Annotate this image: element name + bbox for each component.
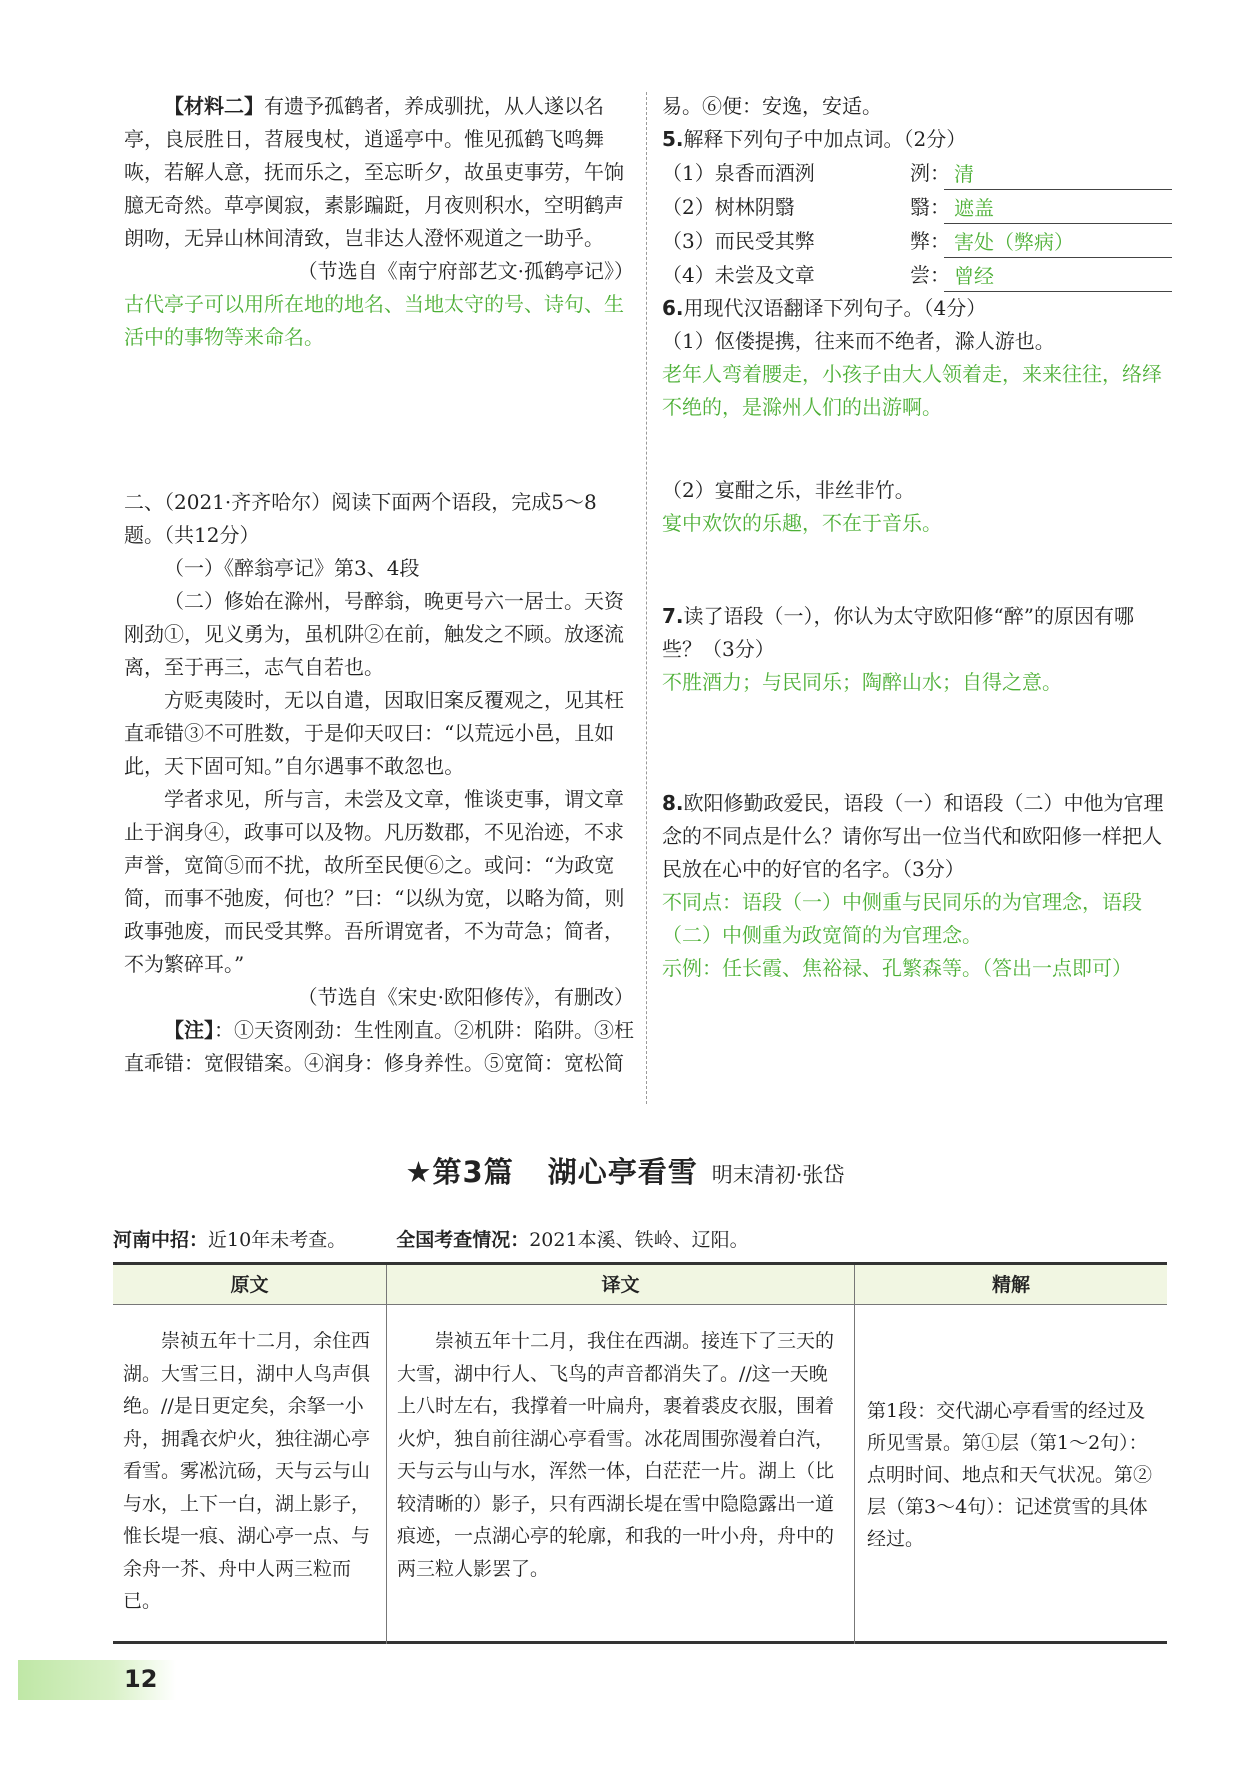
page-number: 12: [124, 1665, 158, 1693]
article-title: [0, 1150, 1250, 1191]
q5-item-answer: 曾经: [944, 262, 1172, 292]
q6-sentence-1: （1）伛偻提携，往来而不绝者，滁人游也。: [662, 329, 1055, 353]
material2-answer: 古代亭子可以用所在地的地名、当地太守的号、诗句、生活中的事物等来命名。: [124, 292, 624, 349]
section2-para3: 学者求见，所与言，未尝及文章，惟谈吏事，谓文章止于润身④，政事可以及物。凡历数郡，不见治迹，不求声誉，宽简⑤而不扰，故所至民便⑥之。或问：“为政宽简，而事不弛废，何也？”曰：“以纵为宽，以略为简，则政事弛废，而民受其弊。吾所谓宽者，不为苛急；简者，不为繁碎耳。”: [124, 787, 625, 976]
cell-analysis: [855, 1305, 1167, 1644]
question-6-number: 6.: [662, 296, 684, 320]
q5-item: [662, 156, 1172, 190]
q5-item-answer: 遮盖: [944, 194, 1172, 224]
question-6: [662, 292, 1172, 325]
question-5: [662, 123, 1172, 156]
q7-answer: 不胜酒力；与民同乐；陶醉山水；自得之意。: [662, 670, 1062, 694]
material2-paragraph: [124, 90, 634, 255]
cell-translation: [387, 1305, 855, 1644]
title-author: 明末清初·张岱: [711, 1163, 845, 1187]
note-paragraph: [124, 1014, 634, 1080]
header-original: 原文: [113, 1265, 387, 1304]
section2-part1: （一）《醉翁亭记》第3、4段: [164, 556, 420, 580]
q8-answer-2: 示例：任长霞、焦裕禄、孔繁森等。（答出一点即可）: [662, 956, 1132, 980]
q5-item-sentence: （3）而民受其弊: [662, 229, 815, 253]
section2-part2-para1: （二）修始在滁州，号醉翁，晚更号六一居士。天资刚劲①，见义勇为，虽机阱②在前，触发之不顾。放逐流离，至于再三，志气自若也。: [124, 589, 624, 679]
q5-item: [662, 190, 1172, 224]
q5-item-key: 弊：: [910, 229, 950, 253]
question-8-text: 欧阳修勤政爱民，语段（一）和语段（二）中他为官理念的不同点是什么？请你写出一位当代和欧阳修一样把人民放在心中的好官的名字。（3分）: [662, 791, 1164, 881]
exam-info: [113, 1225, 749, 1252]
title-name: 湖心亭看雪: [547, 1155, 698, 1189]
translation-text: 崇祯五年十二月，我住在西湖。接连下了三天的大雪，湖中行人、飞鸟的声音都消失了。//这一天晚上八时左右，我撑着一叶扁舟，裹着裘皮衣服，围着火炉，独自前往湖心亭看雪。冰花周围弥漫着白汽，天与云与山与水，浑然一体，白茫茫一片。湖上（比较清晰的）影子，只有西湖长堤在雪中隐隐露出一道痕迹，一点湖心亭的轮廓，和我的一叶小舟，舟中的两三粒人影罢了。: [397, 1330, 835, 1580]
right-column: [662, 90, 1172, 985]
column-divider: [646, 92, 647, 1104]
analysis-text: 第1段：交代湖心亭看雪的经过及所见雪景。第①层（第1～2句）：点明时间、地点和天气状况。第②层（第3～4句）：记述赏雪的具体经过。: [867, 1399, 1153, 1550]
q5-item-sentence: （4）未尝及文章: [662, 263, 815, 287]
section2-para2: 方贬夷陵时，无以自遣，因取旧案反覆观之，见其枉直乖错③不可胜数，于是仰天叹曰：“以荒远小邑，且如此，天下固可知。”自尔遇事不敢忽也。: [124, 688, 624, 778]
note-continued: 易。⑥便：安逸，安适。: [662, 94, 882, 118]
henan-label: 河南中招：: [113, 1229, 209, 1251]
q5-item-answer: 害处（弊病）: [944, 228, 1172, 258]
q6-answer-2: 宴中欢饮的乐趣，不在于音乐。: [662, 511, 942, 535]
title-number: 第3篇: [432, 1155, 514, 1189]
question-5-text: 解释下列句子中加点词。（2分）: [683, 127, 967, 151]
title-star: ★: [405, 1155, 433, 1189]
question-7: [662, 600, 1172, 666]
question-7-text: 读了语段（一），你认为太守欧阳修“醉”的原因有哪些？（3分）: [662, 604, 1134, 661]
table-row: [113, 1305, 1167, 1644]
section2-heading: 二、（2021·齐齐哈尔）阅读下面两个语段，完成5～8题。（共12分）: [124, 490, 597, 547]
q5-item-sentence: （1）泉香而酒洌: [662, 161, 815, 185]
section2-source: （节选自《宋史·欧阳修传》，有删改）: [297, 985, 634, 1009]
q5-item-key: 洌：: [910, 161, 950, 185]
q6-sentence-2: （2）宴酣之乐，非丝非竹。: [662, 478, 915, 502]
q8-answer-1: 不同点：语段（一）中侧重与民同乐的为官理念，语段（二）中侧重为政宽简的为官理念。: [662, 890, 1142, 947]
national-label: 全国考查情况：: [396, 1229, 530, 1251]
header-analysis: 精解: [991, 1274, 1030, 1296]
material2-tag: 【材料二】: [164, 94, 264, 118]
question-8-number: 8.: [662, 791, 684, 815]
translation-table: [113, 1262, 1167, 1644]
question-7-number: 7.: [662, 604, 684, 628]
question-8: [662, 787, 1172, 886]
cell-original: [113, 1305, 387, 1644]
q6-answer-1: 老年人弯着腰走，小孩子由大人领着走，来来往往，络绎不绝的，是滁州人们的出游啊。: [662, 362, 1162, 419]
national-value: 2021本溪、铁岭、辽阳。: [529, 1229, 749, 1251]
question-6-text: 用现代汉语翻译下列句子。（4分）: [683, 296, 987, 320]
q5-item-sentence: （2）树林阴翳: [662, 195, 795, 219]
note-text: ：①天资刚劲：生性刚直。②机阱：陷阱。③枉直乖错：宽假错案。④润身：修身养性。⑤宽简：宽松简: [124, 1018, 634, 1075]
note-tag: 【注】: [164, 1018, 214, 1042]
header-translation: 译文: [387, 1265, 855, 1304]
left-column: [124, 90, 634, 1080]
question-5-number: 5.: [662, 127, 684, 151]
q5-item-answer: 清: [944, 160, 1172, 190]
material2-text: 有遗予孤鹤者，养成驯扰，从人遂以名亭，良辰胜日，苕屐曳杖，逍遥亭中。惟见孤鹤飞鸣舞咴，若解人意，抚而乐之，至忘昕夕，故虽吏事劳，午饷臆无奇然。草亭阒寂，素影蹁跹，月夜则积水，空明鹤声朗吻，无异山林间清致，岂非达人澄怀观道之一助乎。: [124, 94, 624, 250]
q5-item: [662, 224, 1172, 258]
original-text: 崇祯五年十二月，余住西湖。大雪三日，湖中人鸟声俱绝。//是日更定矣，余拏一小舟，拥毳衣炉火，独往湖心亭看雪。雾凇沆砀，天与云与山与水，上下一白，湖上影子，惟长堤一痕、湖心亭一点、与余舟一芥、舟中人两三粒而已。: [123, 1330, 371, 1612]
material2-source: （节选自《南宁府部艺文·孤鹤亭记》）: [297, 259, 634, 283]
henan-value: 近10年未考查。: [208, 1229, 347, 1251]
q5-item-key: 翳：: [910, 195, 950, 219]
q5-item-key: 尝：: [910, 263, 950, 287]
table-header: [113, 1265, 1167, 1305]
q5-item: [662, 258, 1172, 292]
